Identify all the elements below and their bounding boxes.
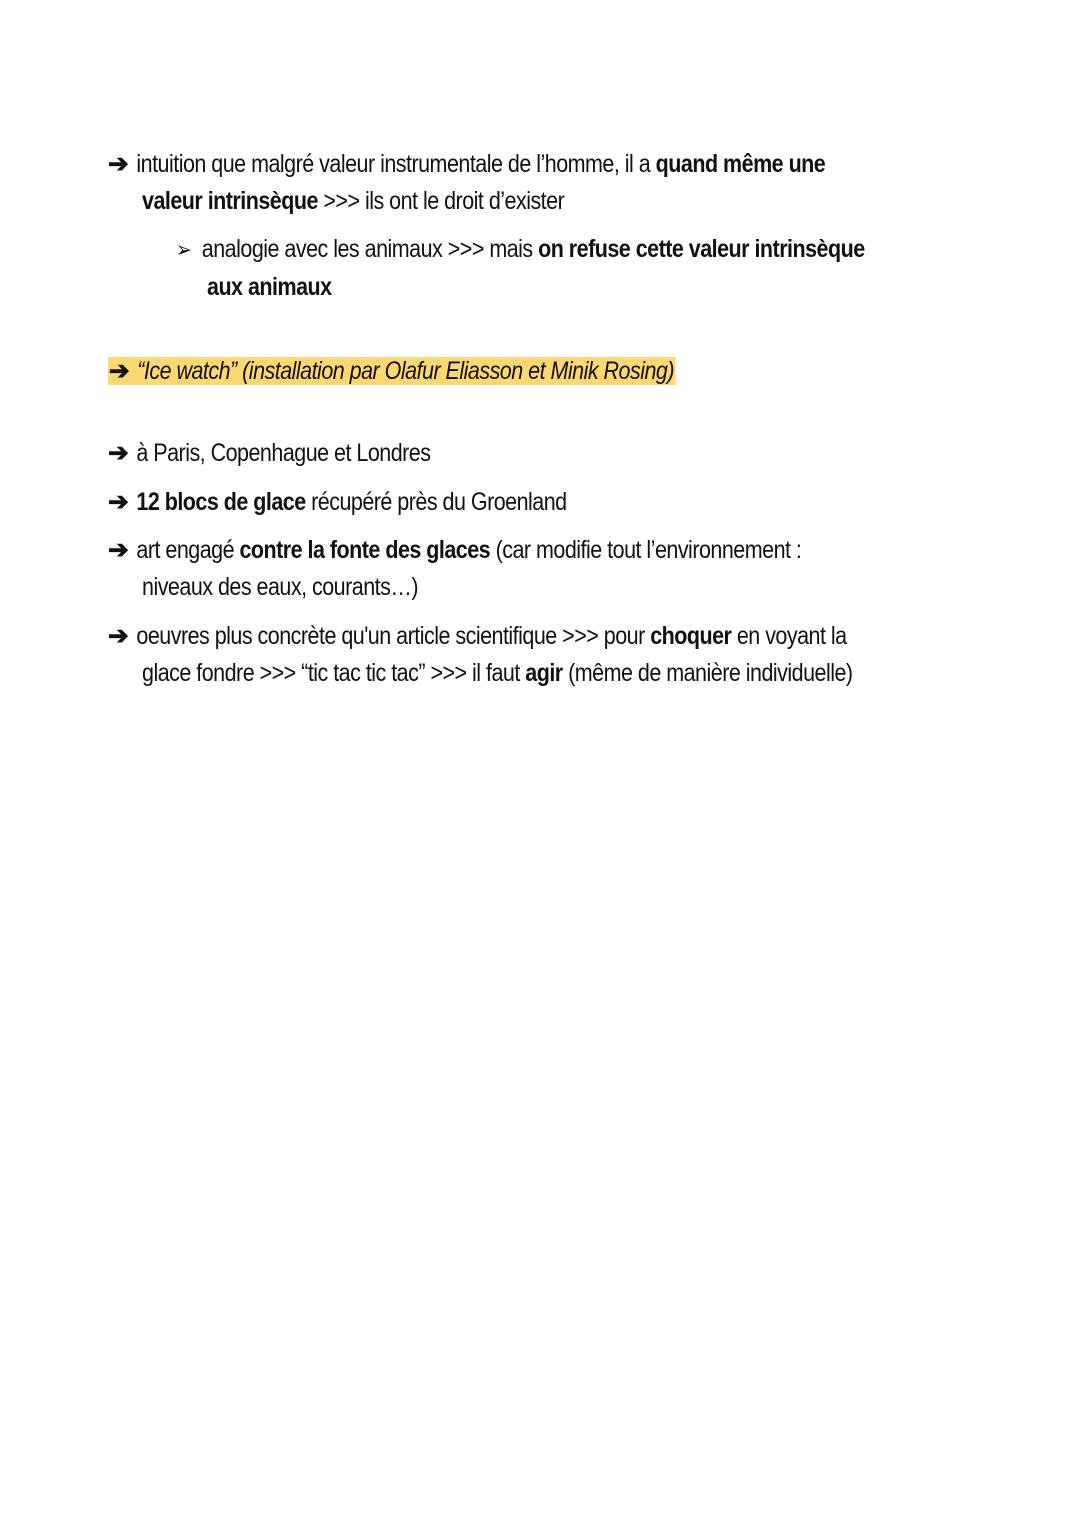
arrow-right-icon: ➔ (108, 357, 129, 385)
subbullet-analogie-line2 (207, 269, 332, 306)
bullet-bold-text: 12 blocs de glace (136, 488, 306, 516)
bullet-art-engage-line1 (108, 532, 801, 569)
bullet-text: (même de manière individuelle) (562, 659, 853, 687)
arrowhead-bullet-icon: ➢ (176, 237, 192, 262)
bullet-text: récupéré près du Groenland (305, 488, 567, 516)
bullet-text: en voyant la (731, 622, 847, 650)
bullet-text: intuition que malgré valeur instrumentale de l’homme, il a (136, 150, 656, 178)
bullet-bold-text: agir (525, 659, 563, 687)
bullet-bold-text: on refuse cette valeur intrinsèque (538, 235, 865, 263)
bullet-intuition-line2 (142, 183, 564, 220)
bullet-text: >>> ils ont le droit d’exister (317, 187, 565, 215)
bullet-text: (car modifie tout l’environnement : (490, 536, 802, 564)
bullet-text: niveaux des eaux, courants…) (142, 573, 418, 601)
arrow-right-icon: ➔ (108, 488, 129, 516)
arrow-right-icon: ➔ (108, 150, 129, 178)
bullet-oeuvres-line1 (108, 618, 847, 655)
bullet-text: oeuvres plus concrète qu'un article scientifique >>> pour (136, 622, 651, 650)
bullet-text: à Paris, Copenhague et Londres (136, 439, 431, 467)
bullet-intuition-line1 (108, 146, 825, 183)
bullet-bold-text: valeur intrinsèque (142, 187, 318, 215)
bullet-ice-blocks (108, 484, 567, 521)
bullet-bold-text: quand même une (655, 150, 826, 178)
ice-watch-heading (108, 353, 676, 390)
bullet-cities (108, 435, 430, 472)
subbullet-analogie-line1 (176, 231, 865, 268)
bullet-text: art engagé (136, 536, 240, 564)
bullet-bold-text: aux animaux (207, 273, 332, 301)
highlighted-heading (108, 357, 676, 385)
bullet-text: analogie avec les animaux >>> mais (201, 235, 539, 263)
bullet-art-engage-line2 (142, 569, 418, 606)
bullet-bold-text: contre la fonte des glaces (239, 536, 491, 564)
arrow-right-icon: ➔ (108, 536, 129, 564)
heading-text: “Ice watch” (installation par Olafur Eliasson et Minik Rosing) (137, 357, 675, 385)
bullet-oeuvres-line2 (142, 655, 853, 692)
bullet-bold-text: choquer (650, 622, 732, 650)
arrow-right-icon: ➔ (108, 622, 129, 650)
bullet-text: glace fondre >>> “tic tac tic tac” >>> il faut (142, 659, 526, 687)
arrow-right-icon: ➔ (108, 439, 129, 467)
